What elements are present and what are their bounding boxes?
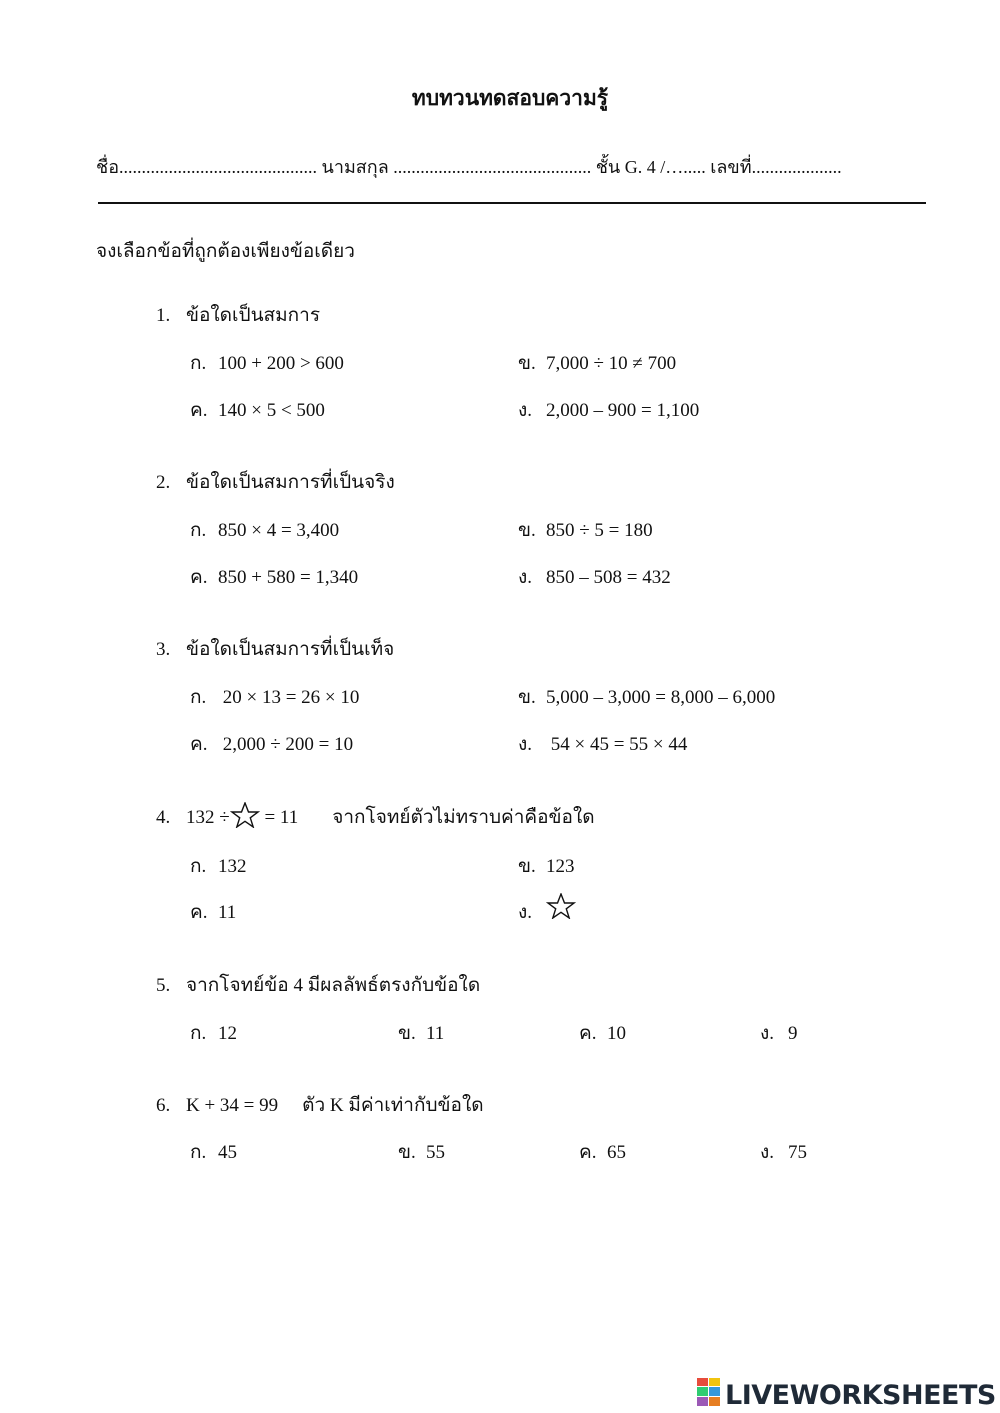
- option-text: 123: [546, 856, 575, 877]
- question-6: [156, 1090, 484, 1120]
- q5-option-c[interactable]: [579, 1018, 626, 1048]
- option-text: 75: [788, 1142, 807, 1163]
- option-label: ค.: [190, 567, 208, 588]
- q6-option-c[interactable]: [579, 1137, 626, 1167]
- option-label: ข.: [398, 1023, 416, 1044]
- star-icon: [230, 802, 260, 834]
- option-label: ค.: [190, 902, 208, 923]
- q5-option-a[interactable]: [190, 1018, 237, 1048]
- logo-text: LIVEWORKSHEETS: [725, 1379, 996, 1411]
- question-number: 1.: [156, 305, 171, 326]
- option-text: 850 + 580 = 1,340: [218, 567, 359, 588]
- option-label: ข.: [518, 856, 536, 877]
- option-label: ข.: [518, 687, 536, 708]
- equation-text: K + 34 = 99: [186, 1095, 279, 1116]
- option-text: 140 × 5 < 500: [218, 400, 325, 421]
- q2-option-b[interactable]: [518, 515, 653, 545]
- question-text: ตัว K มีค่าเท่ากับข้อใด: [302, 1095, 484, 1116]
- option-label: ก.: [190, 687, 207, 708]
- option-text: 54 × 45 = 55 × 44: [546, 734, 688, 755]
- option-label: ก.: [190, 856, 207, 877]
- header-divider: [98, 202, 926, 204]
- question-text: จากโจทย์ตัวไม่ทราบค่าคือข้อใด: [332, 807, 595, 828]
- option-text: 2,000 – 900 = 1,100: [546, 400, 700, 421]
- q3-option-d[interactable]: [518, 729, 687, 759]
- option-label: ข.: [518, 520, 536, 541]
- option-text: 5,000 – 3,000 = 8,000 – 6,000: [546, 687, 776, 708]
- question-number: 5.: [156, 975, 171, 996]
- q6-option-a[interactable]: [190, 1137, 237, 1167]
- q5-option-b[interactable]: [398, 1018, 444, 1048]
- q1-option-a[interactable]: [190, 348, 344, 378]
- option-text: 2,000 ÷ 200 = 10: [218, 734, 354, 755]
- question-text: ข้อใดเป็นสมการ: [186, 305, 321, 326]
- q4-option-d[interactable]: [518, 893, 576, 927]
- question-5: [156, 970, 480, 1000]
- option-text: 132: [218, 856, 247, 877]
- option-text: 7,000 ÷ 10 ≠ 700: [546, 353, 677, 374]
- q4-option-a[interactable]: [190, 851, 247, 881]
- option-label: ง.: [518, 902, 533, 923]
- q2-option-c[interactable]: [190, 562, 358, 592]
- logo-icon: [697, 1378, 721, 1412]
- question-1: [156, 300, 320, 330]
- option-label: ง.: [760, 1023, 775, 1044]
- option-label: ง.: [518, 734, 533, 755]
- question-3: [156, 634, 394, 664]
- q4-option-b[interactable]: [518, 851, 575, 881]
- question-number: 6.: [156, 1095, 171, 1116]
- option-text: 11: [218, 902, 237, 923]
- question-number: 3.: [156, 639, 171, 660]
- worksheet-title: ทบทวนทดสอบความรู้: [411, 86, 609, 110]
- question-4: [156, 802, 595, 834]
- option-text: 850 × 4 = 3,400: [218, 520, 340, 541]
- liveworksheets-logo[interactable]: [697, 1378, 996, 1412]
- option-text: 100 + 200 > 600: [218, 353, 344, 374]
- q4-option-c[interactable]: [190, 897, 236, 927]
- q1-option-c[interactable]: [190, 395, 325, 425]
- q1-option-d[interactable]: [518, 395, 699, 425]
- option-text: 12: [218, 1023, 237, 1044]
- option-label: ก.: [190, 353, 207, 374]
- question-2: [156, 467, 395, 497]
- option-text: 9: [788, 1023, 798, 1044]
- option-label: ค.: [579, 1142, 597, 1163]
- q3-option-c[interactable]: [190, 729, 353, 759]
- q2-option-d[interactable]: [518, 562, 671, 592]
- equation-right: = 11: [259, 807, 299, 828]
- option-label: ง.: [760, 1142, 775, 1163]
- question-number: 4.: [156, 807, 171, 828]
- option-label: ค.: [190, 734, 208, 755]
- option-text: 11: [426, 1023, 445, 1044]
- instruction-text: จงเลือกข้อที่ถูกต้องเพียงข้อเดียว: [96, 241, 355, 262]
- option-label: ง.: [518, 567, 533, 588]
- question-text: ข้อใดเป็นสมการที่เป็นจริง: [186, 472, 395, 493]
- option-label: ก.: [190, 1142, 207, 1163]
- q1-option-b[interactable]: [518, 348, 676, 378]
- option-label: ค.: [579, 1023, 597, 1044]
- option-label: ข.: [398, 1142, 416, 1163]
- q5-option-d[interactable]: [760, 1018, 798, 1048]
- option-text: 850 – 508 = 432: [546, 567, 671, 588]
- q3-option-a[interactable]: [190, 682, 359, 712]
- option-label: ง.: [518, 400, 533, 421]
- option-label: ค.: [190, 400, 208, 421]
- option-text: 20 × 13 = 26 × 10: [218, 687, 360, 708]
- question-text: ข้อใดเป็นสมการที่เป็นเท็จ: [186, 639, 395, 660]
- question-number: 2.: [156, 472, 171, 493]
- option-text: 65: [607, 1142, 626, 1163]
- option-text: 10: [607, 1023, 626, 1044]
- student-info-line: ชื่อ............................................ นามสกุล ............................................ ชั้น G. 4 /…..... เลขที่....................: [96, 157, 842, 177]
- option-label: ก.: [190, 520, 207, 541]
- option-label: ข.: [518, 353, 536, 374]
- equation-left: 132 ÷: [186, 807, 230, 828]
- option-text: 850 ÷ 5 = 180: [546, 520, 653, 541]
- q2-option-a[interactable]: [190, 515, 339, 545]
- question-text: จากโจทย์ข้อ 4 มีผลลัพธ์ตรงกับข้อใด: [186, 975, 481, 996]
- q6-option-b[interactable]: [398, 1137, 445, 1167]
- q6-option-d[interactable]: [760, 1137, 807, 1167]
- star-icon: [546, 893, 576, 925]
- option-text: 45: [218, 1142, 237, 1163]
- option-text: 55: [426, 1142, 445, 1163]
- q3-option-b[interactable]: [518, 682, 775, 712]
- option-label: ก.: [190, 1023, 207, 1044]
